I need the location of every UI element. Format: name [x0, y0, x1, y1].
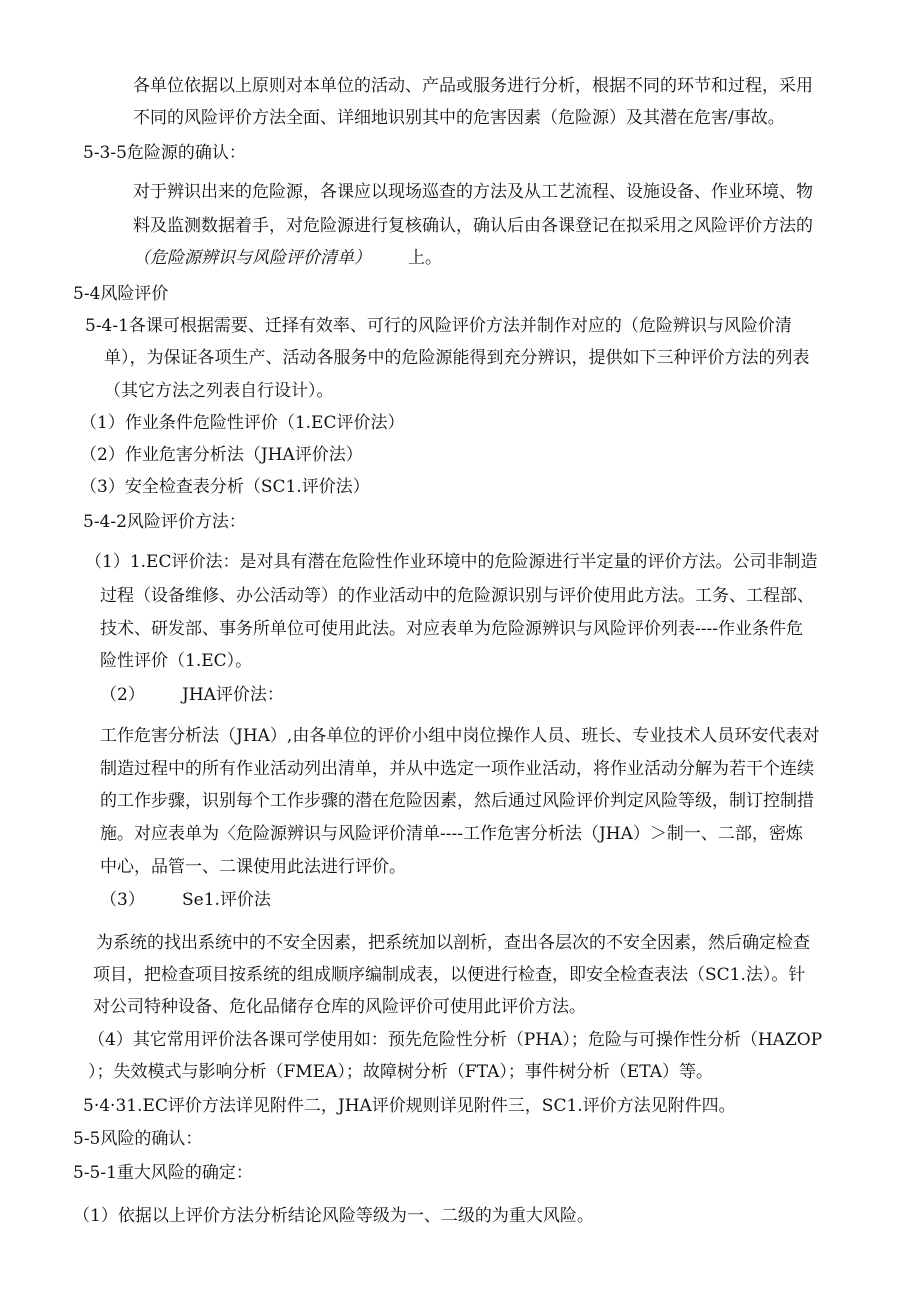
section-heading: 5-5风险的确认：: [73, 1129, 203, 1149]
text-line: 对于辨识出来的危险源，各课应以现场巡查的方法及从工艺流程、设施设备、作业环境、物: [133, 182, 813, 202]
list-item: （1）依据以上评价方法分析结论风险等级为一、二级的为重大风险。: [73, 1206, 594, 1226]
text-line: 工作危害分析法（JHA）,由各单位的评价小组中岗位操作人员、班长、专业技术人员环安代表对: [100, 726, 820, 746]
section-heading: 5-4-2风险评价方法：: [83, 512, 246, 532]
text-line: 各单位依据以上原则对本单位的活动、产品或服务进行分析，根据不同的环节和过程，采用: [133, 76, 813, 96]
text-line: 对公司特种设备、危化品储存仓库的风险评价可使用此评价方法。: [93, 997, 586, 1017]
text-line: 5-4-1各课可根据需要、迁择有效率、可行的风险评价方法并制作对应的（危险辨识与风险价清: [85, 316, 792, 336]
text-line: 的工作步骤，识别每个工作步骤的潜在危险因素，然后通过风险评价判定风险等级，制订控制措: [100, 791, 814, 811]
text-line: 5·4·31.EC评价方法详见附件二，JHA评价规则详见附件三，SC1.评价方法见附件四。: [83, 1096, 736, 1116]
list-item: （3）安全检查表分析（SC1.评价法）: [80, 477, 370, 497]
list-number: （2）: [100, 685, 145, 705]
text-line: ）；失效模式与影响分析（FMEA）；故障树分析（FTA）；事件树分析（ETA）等。: [88, 1062, 713, 1082]
text-line: 技术、研发部、事务所单位可使用此法。对应表单为危险源辨识与风险评价列表----作业条件危: [100, 619, 803, 639]
section-heading: 5-3-5危险源的确认：: [83, 143, 246, 163]
text-line: 制造过程中的所有作业活动列出清单，并从中选定一项作业活动，将作业活动分解为若干个连续: [100, 759, 814, 779]
list-number: （3）: [100, 890, 145, 910]
text-line: 单），为保证各项生产、活动各服务中的危险源能得到充分辨识，提供如下三种评价方法的列表: [104, 348, 810, 368]
text-line: （其它方法之列表自行设计）。: [104, 381, 334, 401]
text-line: 不同的风险评价方法全面、详细地识别其中的危害因素（危险源）及其潜在危害/事故。: [133, 108, 785, 128]
text-line: （4）其它常用评价法各课可学使用如：预先危险性分析（PHA）；危险与可操作性分析（HAZOP: [88, 1030, 823, 1050]
form-title-italic: （危险源辨识与风险评价清单）: [133, 248, 371, 268]
text-line: 项目，把检查项目按系统的组成顺序编制成表，以便进行检查，即安全检查表法（SC1.法）。针: [93, 965, 806, 985]
text-line: 过程（设备维修、办公活动等）的作业活动中的危险源识别与评价使用此方法。工务、工程部、: [100, 586, 814, 606]
section-heading: 5-4风险评价: [73, 284, 169, 304]
list-item: （1）作业条件危险性评价（1.EC评价法）: [80, 413, 405, 433]
method-title: Se1.评价法: [182, 890, 271, 910]
text-line: 为系统的找出系统中的不安全因素，把系统加以剖析，查出各层次的不安全因素，然后确定检查: [96, 933, 810, 953]
method-title: JHA评价法：: [182, 685, 284, 705]
text-line: 上。: [408, 248, 442, 268]
text-line: 料及监测数据着手，对危险源进行复核确认，确认后由各课登记在拟采用之风险评价方法的: [133, 216, 813, 236]
list-item: （2）作业危害分析法（JHA评价法）: [80, 445, 363, 465]
text-line: 险性评价（1.EC）。: [100, 651, 253, 671]
text-line: （1）1.EC评价法：是对具有潜在危险性作业环境中的危险源进行半定量的评价方法。公司非制造: [85, 552, 818, 572]
text-line: 中心，品管一、二课使用此法进行评价。: [100, 857, 406, 877]
section-heading: 5-5-1重大风险的确定：: [73, 1163, 253, 1183]
text-line: 施。对应表单为〈危险源辨识与风险评价清单----工作危害分析法（JHA）＞制一、二部，密炼: [100, 824, 803, 844]
